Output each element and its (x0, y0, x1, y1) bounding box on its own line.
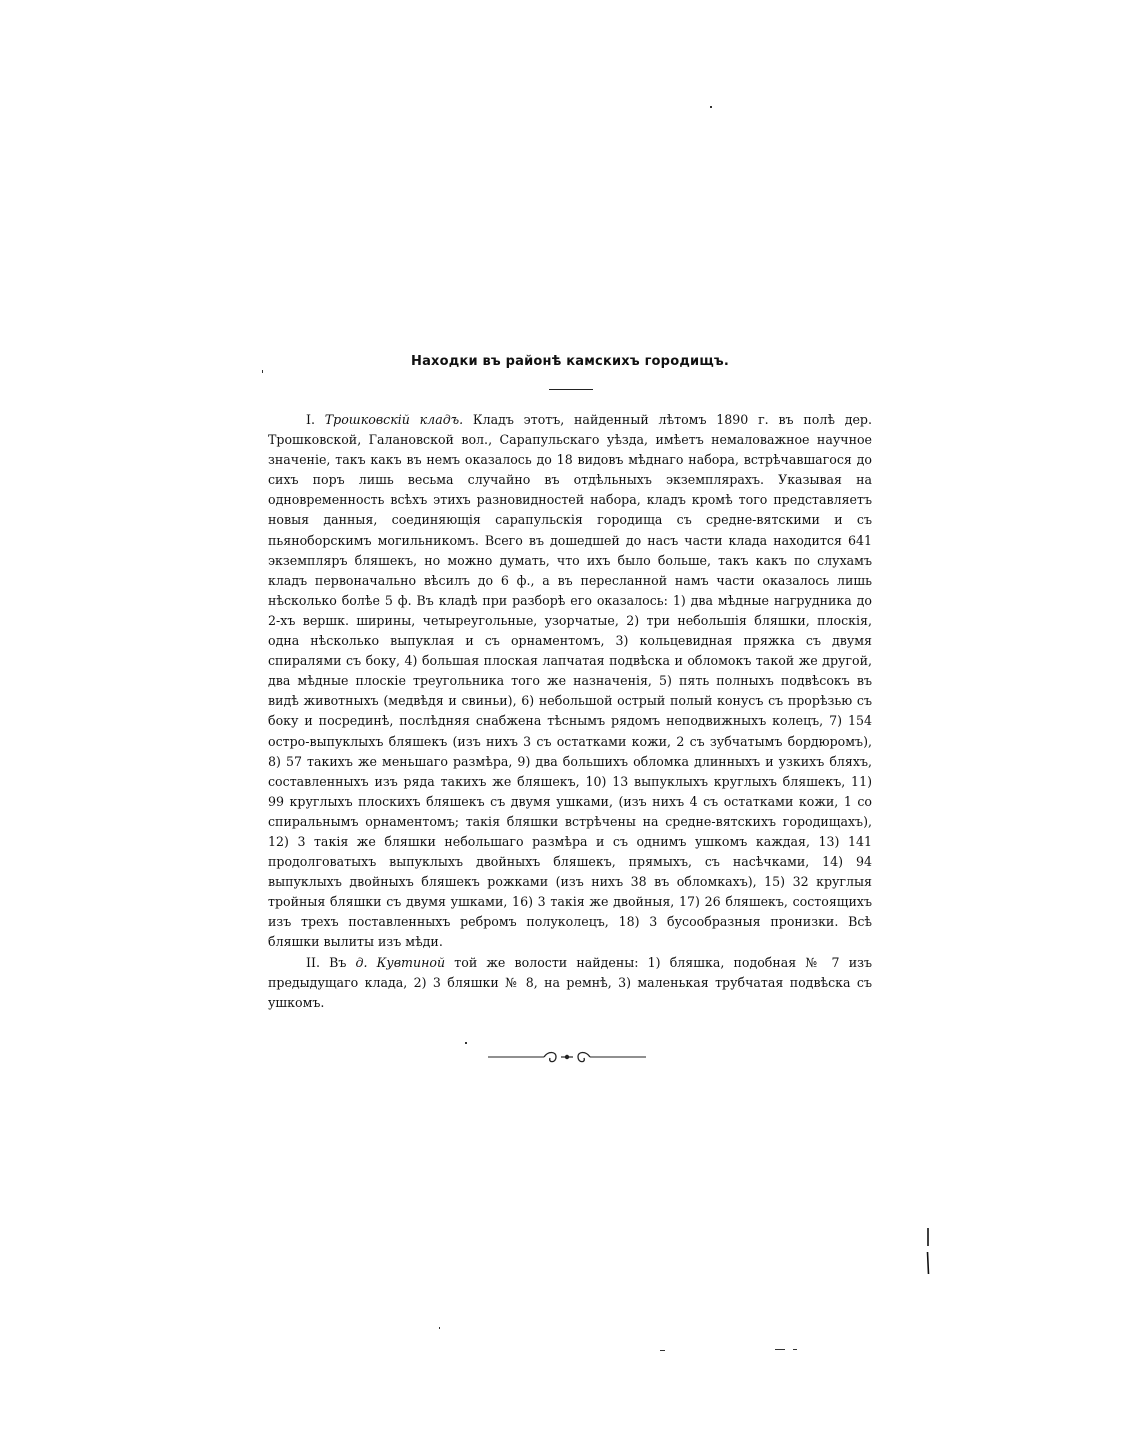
margin-mark (926, 1228, 930, 1276)
ornament-divider (486, 1045, 648, 1069)
section-2 (268, 953, 872, 1013)
speck (439, 1327, 440, 1329)
speck (775, 1349, 785, 1350)
speck (262, 370, 263, 373)
speck (660, 1350, 665, 1351)
speck (465, 1042, 467, 1044)
section-2-place: д. Кувтиной (355, 954, 446, 970)
page-title: Находки въ районѣ камскихъ городищъ. (410, 354, 730, 369)
section-1-text: Кладъ этотъ, найденный лѣтомъ 1890 г. въ полѣ дер. Трошковской, Галановской вол., Сарапульскаго уѣзда, имѣетъ немаловажное научное значеніе, такъ какъ въ немъ оказалось до 18 видовъ мѣднаго набора, встрѣчавшагося до сихъ поръ лишь весьма случайно въ отдѣльныхъ экземплярахъ. Указывая на одновременность всѣхъ этихъ разновидностей набора, кладъ кромѣ того представляетъ новыя данныя, соединяющія сарапульскія городища съ средне-вятскими и съ пьяноборскимъ могильникомъ. Всего въ дошедшей до насъ части клада находится 641 экземпляръ бляшекъ, но можно думать, что ихъ было больше, такъ какъ по слухамъ кладъ первоначально вѣсилъ до 6 ф., а въ пересланной намъ части оказалось лишь нѣсколько болѣе 5 ф. Въ кладѣ при разборѣ его оказалось: 1) два мѣдные нагрудника до 2-хъ вершк. ширины, четыреугольные, узорчатые, 2) три небольшія бляшки, плоскія, одна нѣсколько выпуклая и съ орнаментомъ, 3) кольцевидная пряжка съ двумя спиралями съ боку, 4) большая плоская лапчатая подвѣска и обломокъ такой же другой, два мѣдные плоскіе треугольника того же назначенія, 5) пять полныхъ подвѣсокъ въ видѣ животныхъ (медвѣдя и свиньи), 6) небольшой острый полый конусъ съ прорѣзью съ боку и посрединѣ, послѣдняя снабжена тѣснымъ рядомъ неподвижныхъ колецъ, 7) 154 остро-выпуклыхъ бляшекъ (изъ нихъ 3 съ остатками кожи, 2 съ зубчатымъ бордюромъ), 8) 57 такихъ же меньшаго размѣра, 9) два большихъ обломка длинныхъ и узкихъ бляхъ, составленныхъ изъ ряда такихъ же бляшекъ, 10) 13 выпуклыхъ круглыхъ бляшекъ, 11) 99 круглыхъ плоскихъ бляшекъ съ двумя ушками, (изъ нихъ 4 съ остатками кожи, 1 со спиральнымъ орнаментомъ; такія бляшки встрѣчены на средне-вятскихъ городищахъ), 12) 3 такія же бляшки небольшаго размѣра и съ однимъ ушкомъ каждая, 13) 141 продолговатыхъ выпуклыхъ двойныхъ бляшекъ, прямыхъ, съ насѣчками, 14) 94 выпуклыхъ двойныхъ бляшекъ рожками (изъ нихъ 38 въ обломкахъ), 15) 32 круглыя тройныя бляшки съ двумя ушками, 16) 3 такія же двойныя, 17) 26 бляшекъ, состоящихъ изъ трехъ поставленныхъ ребромъ полуколецъ, 18) 3 бусообразныя пронизки. Всѣ бляшки вылиты изъ мѣди. (268, 412, 872, 950)
section-2-text: той же волости найдены: 1) бляшка, подобная № 7 изъ предыдущаго клада, 2) 3 бляшки № 8, на ремнѣ, 3) маленькая трубчатая подвѣска съ ушкомъ. (268, 954, 872, 1010)
title-rule (549, 389, 593, 390)
speck (793, 1349, 797, 1350)
speck (710, 106, 712, 108)
body-text (268, 410, 872, 1013)
section-1-heading: Трошковскій кладъ. (324, 412, 464, 427)
section-1 (268, 410, 872, 953)
section-1-number: I. (306, 412, 315, 427)
section-2-number: II. (306, 954, 320, 970)
section-2-lead: Въ (329, 954, 347, 970)
